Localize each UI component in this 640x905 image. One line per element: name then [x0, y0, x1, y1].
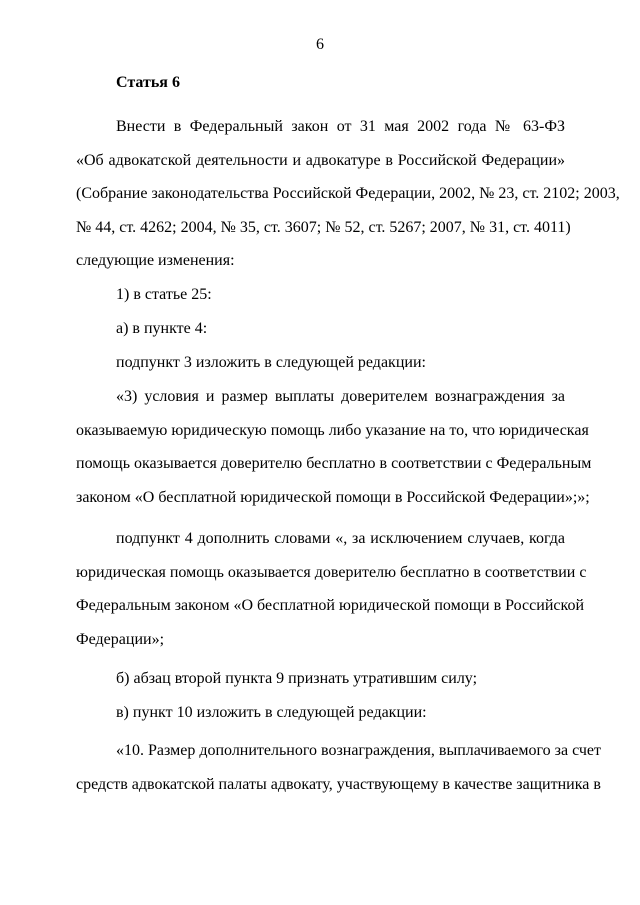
text-line: подпункт 4 дополнить словами «, за исключением случаев, когда: [116, 530, 565, 547]
text-line: средств адвокатской палаты адвокату, участвующему в качестве защитника в: [76, 775, 601, 793]
text-line: помощь оказывается доверителю бесплатно в соответствии с Федеральным: [76, 455, 592, 473]
subitem-4-text: [76, 522, 587, 656]
text-line: юридическая помощь оказывается доверителю бесплатно в соответствии с: [76, 563, 587, 581]
text-line: Федеральным законом «О бесплатной юридической помощи в Российской: [76, 597, 584, 615]
page-number: 6: [316, 36, 324, 53]
article-heading: Статья 6: [116, 74, 180, 91]
text-line: № 44, ст. 4262; 2004, № 35, ст. 3607; № 52, ст. 5267; 2007, № 31, ст. 4011): [76, 218, 571, 236]
subitem-3-text: [76, 380, 592, 514]
text-line: «3) условия и размер выплаты доверителем вознаграждения за: [116, 388, 565, 405]
intro-paragraph: [76, 110, 620, 278]
subitem-3-intro: подпункт 3 изложить в следующей редакции:: [116, 354, 426, 371]
paragraph-10-text: [76, 734, 601, 801]
list-item-b: б) абзац второй пункта 9 признать утратившим силу;: [116, 670, 478, 687]
text-line: оказываемую юридическую помощь либо указание на то, что юридическая: [76, 421, 589, 439]
list-item-a: а) в пункте 4:: [116, 320, 208, 337]
text-line: «10. Размер дополнительного вознаграждения, выплачиваемого за счет: [116, 742, 601, 759]
list-item-v: в) пункт 10 изложить в следующей редакции:: [116, 704, 427, 721]
text-line: следующие изменения:: [76, 252, 235, 270]
text-line: законом «О бесплатной юридической помощи в Российской Федерации»;»;: [76, 488, 590, 506]
text-line: Внести в Федеральный закон от 31 мая 2002 года № 63-ФЗ: [116, 118, 565, 135]
text-line: (Собрание законодательства Российской Федерации, 2002, № 23, ст. 2102; 2003,: [76, 185, 620, 203]
text-line: Федерации»;: [76, 630, 165, 648]
list-item-1: 1) в статье 25:: [116, 286, 212, 303]
text-line: «Об адвокатской деятельности и адвокатуре в Российской Федерации»: [76, 151, 565, 169]
